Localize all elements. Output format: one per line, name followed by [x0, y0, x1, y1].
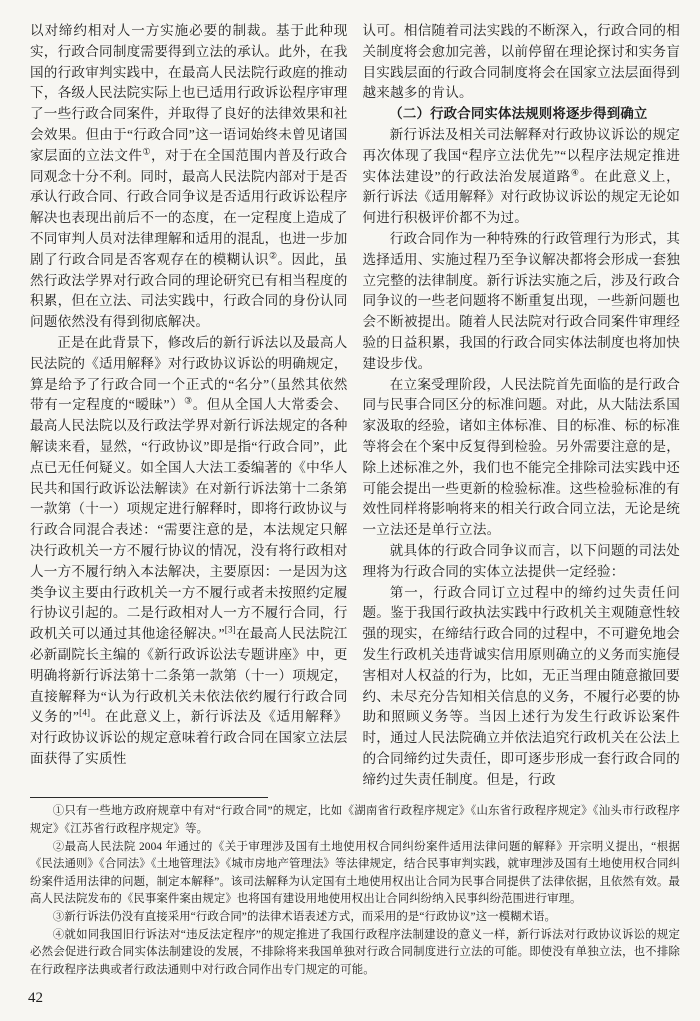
paragraph: 新行诉法及相关司法解释对行政协议诉讼的规定再次体现了我国“程序立法优先”“以程序法规定推进实体法建设”的行政法治发展道路④。在此意义上，新行诉法《适用解释》对行政协议诉讼的规定无论如何进行积极评价都不为过。	[362, 126, 680, 226]
footnotes	[30, 803, 680, 979]
paragraph: 就具体的行政合同争议而言，以下问题的司法处理将为行政合同的实体立法提供一定经验：	[362, 542, 680, 579]
paragraph: 正是在此背景下，修改后的新行诉法以及最高人民法院的《适用解释》对行政协议诉讼的明确规定，算是给予了行政合同一个正式的“名分”（虽然其依然带有一定程度的“暧昧”）③。但从全国人大常委会、最高人民法院以及行政法学界对新行诉法规定的各种解读来看，显然，“行政协议”即是指“行政合同”，此点已无任何疑义。如全国人大法工委编著的《中华人民共和国行政诉讼法解读》在对新行诉法第十二条第一款第（十一）项规定进行解释时，即将行政协议与行政合同混合表述：“需要注意的是，本法规定只解决行政机关一方不履行协议的情况，没有将行政相对人一方不履行纳入本法解决，主要原因：一是因为这类争议主要由行政机关一方不履行或者未按照约定履行协议引起的。二是行政相对人一方不履行合同，行政机关可以通过其他途径解决。”[3]在最高人民法院江必新副院长主编的《新行政诉讼法专题讲座》中，更明确将新行诉法第十二条第一款第（十一）项规定，直接解释为“认为行政机关未依法依约履行行政合同义务的”[4]。在此意义上，新行诉法及《适用解释》对行政协议诉讼的规定意味着行政合同在国家立法层面获得了实质性	[30, 334, 348, 766]
body-columns	[30, 21, 680, 790]
page-number: 42	[28, 990, 43, 1006]
paragraph: 行政合同作为一种特殊的行政管理行为形式，其选择适用、实施过程乃至争议解决都将会形成一套独立完整的法律制度。新行诉法实施之后，涉及行政合同争议的一些老问题将不断重复出现，一些新问题也会不断被提出。随着人民法院对行政合同案件审理经验的日益积累，我国的行政合同实体法制度也将加快建设步伐。	[362, 230, 680, 371]
footnote: ①只有一些地方政府规章中有对“行政合同”的规定，比如《湖南省行政程序规定》《山东省行政程序规定》《汕头市行政程序规定》《江苏省行政程序规定》等。	[30, 805, 680, 836]
section-heading: （二）行政合同实体法规则将逐步得到确立	[389, 106, 648, 122]
right-column	[363, 21, 681, 790]
footnote: ②最高人民法院 2004 年通过的《关于审理涉及国有土地使用权合同纠纷案件适用法律问题的解释》开宗明义提出，“根据《民法通则》《合同法》《土地管理法》《城市房地产管理法》等法律规定，结合民事审判实践，就审理涉及国有土地使用权合同纠纷案件适用法律的问题，制定本解释”。该司法解释为认定国有土地使用权出让合同为民事合同提供了法律依据，且依然有效。最高人民法院发布的《民事案件案由规定》也将国有建设用地使用权出让合同纠纷纳入民事纠纷范围进行审理。	[30, 840, 680, 906]
footnote-area	[30, 797, 680, 979]
footnote: ③新行诉法仍没有直接采用“行政合同”的法律术语表述方式，而采用的是“行政协议”这一模糊术语。	[52, 911, 557, 924]
left-column	[30, 21, 348, 790]
footnote: ④就如同我国旧行诉法对“违反法定程序”的规定推进了我国行政程序法制建设的意义一样，新行诉法对行政协议诉讼的规定必然会促进行政合同实体法制建设的发展，不排除将来我国单独对行政合同制度进行立法的可能。即使没有单独立法，也不排除在行政程序法典或者行政法通则中对行政合同作出专门规定的可能。	[30, 928, 680, 976]
paragraph: 以对缔约相对人一方实施必要的制裁。基于此种现实，行政合同制度需要得到立法的承认。此外，在我国的行政审判实践中，在最高人民法院行政庭的推动下，各级人民法院实际上也已适用行政诉讼程序审理了一些行政合同案件，并取得了良好的法律效果和社会效果。但由于“行政合同”这一语词始终未曾见诸国家层面的立法文件①，对于在全国范围内普及行政合同观念十分不利。同时，最高人民法院内部对于是否承认行政合同、行政合同争议是否适用行政诉讼程序解决也表现出前后不一的态度，在一定程度上造成了不同审判人员对法律理解和适用的混乱，也进一步加剧了行政合同是否客观存在的模糊认识②。因此，虽然行政法学界对行政合同的理论研究已有相当程度的积累，但在立法、司法实践中，行政合同的身份认同问题依然没有得到彻底解决。	[30, 23, 348, 330]
footnote-separator	[30, 797, 268, 798]
paragraph: 在立案受理阶段，人民法院首先面临的是行政合同与民事合同区分的标准问题。对此，从大陆法系国家汲取的经验，诸如主体标准、目的标准、标的标准等将会在个案中反复得到检验。另外需要注意的是，除上述标准之外，我们也不能完全排除司法实践中还可能会提出一些更新的检验标准。这些检验标准的有效性同样将影响将来的相关行政合同立法，无论是统一立法还是单行立法。	[362, 376, 680, 538]
paragraph: 第一，行政合同订立过程中的缔约过失责任问题。鉴于我国行政执法实践中行政机关主观随意性较强的现实，在缔结行政合同的过程中，不可避免地会发生行政机关违背诚实信用原则确立的义务而实施侵害相对人权益的行为，比如，无正当理由随意撤回要约、未尽充分告知相关信息的义务，不履行必要的协助和照顾义务等。当因上述行为发生行政诉讼案件时，通过人民法院确立并依法追究行政机关在公法上的合同缔约过失责任，即可逐步形成一套行政合同的缔约过失责任制度。但是，行政	[362, 584, 680, 787]
paragraph: 认可。相信随着司法实践的不断深入，行政合同的相关制度将会愈加完善，以前停留在理论探讨和实务盲目实践层面的行政合同制度将会在国家立法层面得到越来越多的肯认。	[362, 23, 680, 101]
